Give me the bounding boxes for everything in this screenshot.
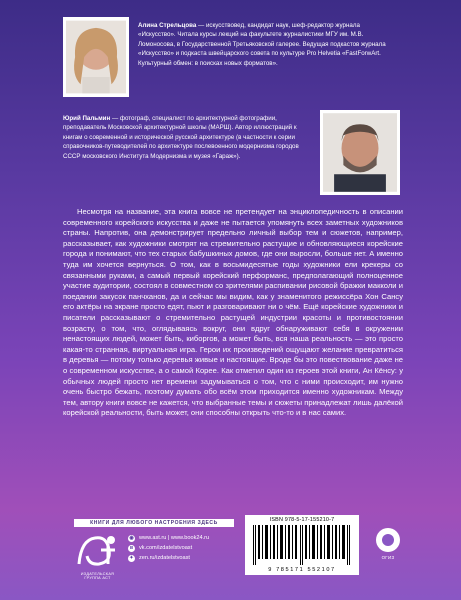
imprint-circle-icon	[376, 528, 400, 552]
web-icon: ◉	[129, 534, 134, 541]
annotation-text: Несмотря на название, эта книга вовсе не претендует на энциклопедичность в описании современного корейского искусства и даже не пытается упомянуть всех заметных художников страны. Напротив, она демонстрирует предельно личный выбор тем и сюжетов, например, рассказывает, как художники смотрят на стремительно растущие и обновляющиеся корейские города и понимают, что тех старых бабушкиных домов, где они выросли, больше нет. А именно туда им хочется вернуться. О том, как в восьмидесятые годы художники ели крекеры со связанными руками, а самый первый корейский перформанс, предполагающий полноценное участие аудитории, состоял в совместном со зрителями распивании рисовой бражки макколи и поедании закусок панчханов, да и сейчас мы видим, как у знаменитого режиссёра Хон Сансу его актёры на экране просто едят, пьют и разговаривают ни о чём. Ещё корейские художники и писатели рассказывают о стремительно растущей индустрии красоты и противостоянии возрасту, о том, что, оглядываясь вокруг, они вдруг обнаруживают себя в окружении ненастоящих людей, может быть, киборгов, а может быть, вся наша реальность — это просто какая-то странная, виртуальная игра. Герои их произведений ощущают желание превратиться в деревья — потому только деревья живые и настоящие. Вроде бы это повествование даже не о современном искусстве, а о самой Корее. Как отметил один из героев этой книги, Ан Кёнсу: у обычных людей просто нет времени задумываться о том, что с ними происходит, им нужно очень быстро бежать, поэтому думать обо всём этом приходится именно художникам. Между тем, автору книги вовсе не кажется, что выбранные темы и сюжеты принадлежат лишь далёкой корейской реальности, быть может, они способны открыть что-то и в нас самих.	[63, 207, 403, 418]
author1-bio	[138, 21, 398, 68]
imprint-name: ОГИЗ	[381, 555, 395, 560]
link-zen[interactable]	[128, 553, 209, 563]
isbn-text: ISBN 978-5-17-155210-7	[269, 517, 335, 523]
barcode-number: 9 785171 552107	[268, 567, 336, 573]
publisher-label: ИЗДАТЕЛЬСКАЯ ГРУППА АСТ	[80, 572, 115, 580]
barcode-image	[251, 525, 353, 565]
link-web-text: www.ast.ru | www.book24.ru	[139, 535, 210, 541]
link-vk[interactable]	[128, 543, 209, 553]
author1-portrait-image	[66, 20, 126, 94]
author1-photo	[63, 17, 129, 97]
author2-portrait-image	[323, 113, 397, 192]
ast-logo-icon	[75, 530, 120, 570]
link-vk-text: vk.com/izdatelstvoast	[139, 545, 193, 551]
link-web[interactable]	[128, 533, 209, 543]
author2-bio-text: — фотограф, специалист по архитектурной фотографии, преподаватель Московской архитектурной школы (МАРШ). Автор иллюстраций к книгам о современной и исторической русской архитектуре (в частности к серии справочников-путеводителей по архитектуре послевоенного модернизма городов СССР московского Института Модернизма и музея «Гараж»).	[63, 115, 299, 160]
zen-icon: ✦	[129, 554, 134, 561]
author1-bio-text: — искусствовед, кандидат наук, шеф-редактор журнала «Искусство». Читала курсы лекций на факультете журналистики МГУ им. М.В. Ломоносова, в Государственной Третьяковской галерее. Ведущая подкастов журнала «Искусство» и подкаста швейцарского совета по культуре Pro Helvetia «FastForwArt. Культурный обмен: в поисках новых форматов».	[138, 22, 386, 67]
author2-photo	[320, 110, 400, 195]
publisher-links	[128, 533, 209, 563]
author2-name: Юрий Пальмин	[63, 115, 111, 122]
footer-tagline: КНИГИ ДЛЯ ЛЮБОГО НАСТРОЕНИЯ ЗДЕСЬ	[74, 519, 234, 527]
vk-icon: в	[129, 544, 134, 551]
barcode-box	[245, 515, 359, 575]
imprint-logo	[375, 528, 401, 568]
ast-logo	[75, 530, 120, 585]
link-zen-text: zen.ru/izdatelstvoast	[139, 555, 190, 561]
author2-bio	[63, 114, 313, 161]
author1-name: Алина Стрельцова	[138, 22, 197, 29]
